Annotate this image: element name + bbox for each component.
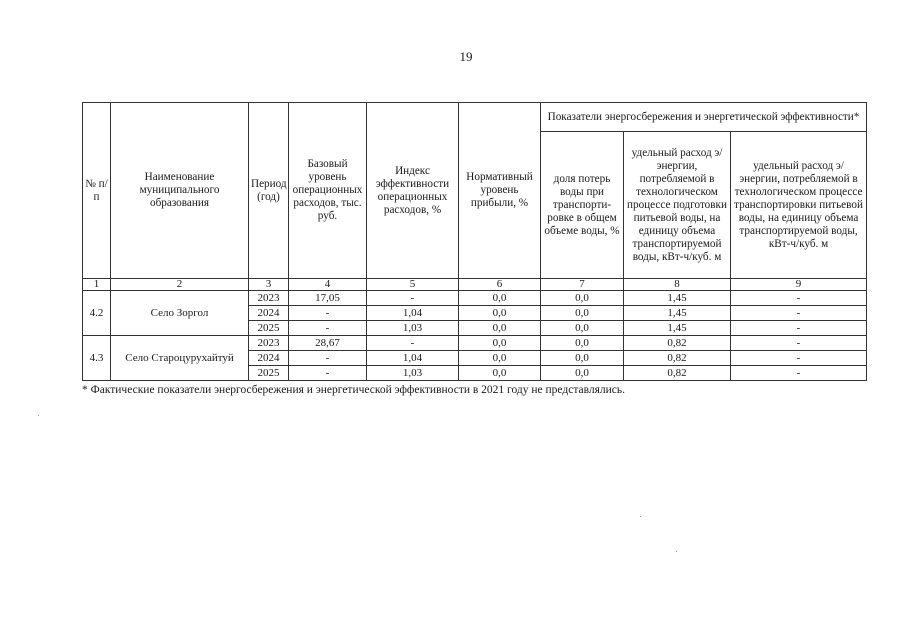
cell-efficiency-index: 1,03 (367, 321, 459, 336)
column-number: 1 (83, 279, 111, 291)
row-number: 4.2 (83, 291, 111, 336)
cell-energy-treatment: 0,82 (624, 351, 731, 366)
cell-year: 2023 (249, 336, 289, 351)
cell-efficiency-index: 1,03 (367, 366, 459, 381)
header-name: Наименование муниципального образования (111, 103, 249, 279)
column-number: 2 (111, 279, 249, 291)
column-number: 8 (624, 279, 731, 291)
column-number: 4 (289, 279, 367, 291)
municipality-name: Село Староцурухайтуй (111, 336, 249, 381)
cell-base-cost: - (289, 366, 367, 381)
cell-loss-share: 0,0 (541, 336, 624, 351)
cell-profit-level: 0,0 (459, 336, 541, 351)
cell-base-cost: 28,67 (289, 336, 367, 351)
scan-speck (38, 415, 39, 416)
column-number: 3 (249, 279, 289, 291)
group-zorgol (83, 291, 867, 336)
cell-energy-treatment: 0,82 (624, 336, 731, 351)
cell-year: 2024 (249, 351, 289, 366)
cell-energy-transport: - (731, 336, 867, 351)
cell-energy-transport: - (731, 366, 867, 381)
cell-year: 2023 (249, 291, 289, 306)
cell-efficiency-index: 1,04 (367, 306, 459, 321)
cell-loss-share: 0,0 (541, 321, 624, 336)
cell-loss-share: 0,0 (541, 351, 624, 366)
header-loss-share: доля потерь воды при транспорти-ровке в общем объеме воды, % (541, 132, 624, 279)
cell-profit-level: 0,0 (459, 306, 541, 321)
header-energy-transport: удельный расход э/энергии, потребляемой в технологическом процессе транспортировки питьевой воды, на единицу объема транспортируемой воды, кВт-ч/куб. м (731, 132, 867, 279)
tariff-indicators-table (82, 102, 867, 381)
page-number: 19 (459, 49, 473, 64)
header-energy-group: Показатели энергосбережения и энергетической эффективности* (541, 103, 867, 132)
cell-base-cost: - (289, 351, 367, 366)
cell-profit-level: 0,0 (459, 366, 541, 381)
table-row (83, 336, 867, 351)
cell-profit-level: 0,0 (459, 291, 541, 306)
scan-speck (640, 516, 641, 517)
cell-loss-share: 0,0 (541, 366, 624, 381)
cell-energy-treatment: 1,45 (624, 306, 731, 321)
cell-profit-level: 0,0 (459, 351, 541, 366)
table-row (83, 291, 867, 306)
cell-efficiency-index: 1,04 (367, 351, 459, 366)
column-number: 7 (541, 279, 624, 291)
cell-year: 2024 (249, 306, 289, 321)
cell-base-cost: - (289, 306, 367, 321)
cell-energy-transport: - (731, 306, 867, 321)
column-number-row (83, 279, 867, 291)
cell-loss-share: 0,0 (541, 306, 624, 321)
cell-year: 2025 (249, 321, 289, 336)
footnote: * Фактические показатели энергосбережения и энергетической эффективности в 2021 году не представлялись. (82, 384, 626, 396)
row-number: 4.3 (83, 336, 111, 381)
table-header (83, 103, 867, 291)
cell-energy-treatment: 1,45 (624, 291, 731, 306)
column-number: 5 (367, 279, 459, 291)
cell-energy-transport: - (731, 291, 867, 306)
group-starotsurukhaytuy (83, 336, 867, 381)
cell-base-cost: - (289, 321, 367, 336)
cell-energy-treatment: 1,45 (624, 321, 731, 336)
cell-efficiency-index: - (367, 336, 459, 351)
header-num: № п/п (83, 103, 111, 279)
municipality-name: Село Зоргол (111, 291, 249, 336)
cell-base-cost: 17,05 (289, 291, 367, 306)
cell-energy-transport: - (731, 321, 867, 336)
cell-profit-level: 0,0 (459, 321, 541, 336)
header-profit-level: Нормативный уровень прибыли, % (459, 103, 541, 279)
header-base-cost: Базовый уровень операционных расходов, тыс. руб. (289, 103, 367, 279)
cell-loss-share: 0,0 (541, 291, 624, 306)
header-efficiency-index: Индекс эффективности операционных расходов, % (367, 103, 459, 279)
column-number: 9 (731, 279, 867, 291)
header-period: Период (год) (249, 103, 289, 279)
cell-year: 2025 (249, 366, 289, 381)
cell-energy-treatment: 0,82 (624, 366, 731, 381)
scan-speck (676, 551, 677, 552)
column-number: 6 (459, 279, 541, 291)
cell-efficiency-index: - (367, 291, 459, 306)
header-energy-treatment: удельный расход э/энергии, потребляемой в технологическом процессе подготовки питьевой воды, на единицу объема транспортируемой воды, кВт-ч/куб. м (624, 132, 731, 279)
cell-energy-transport: - (731, 351, 867, 366)
